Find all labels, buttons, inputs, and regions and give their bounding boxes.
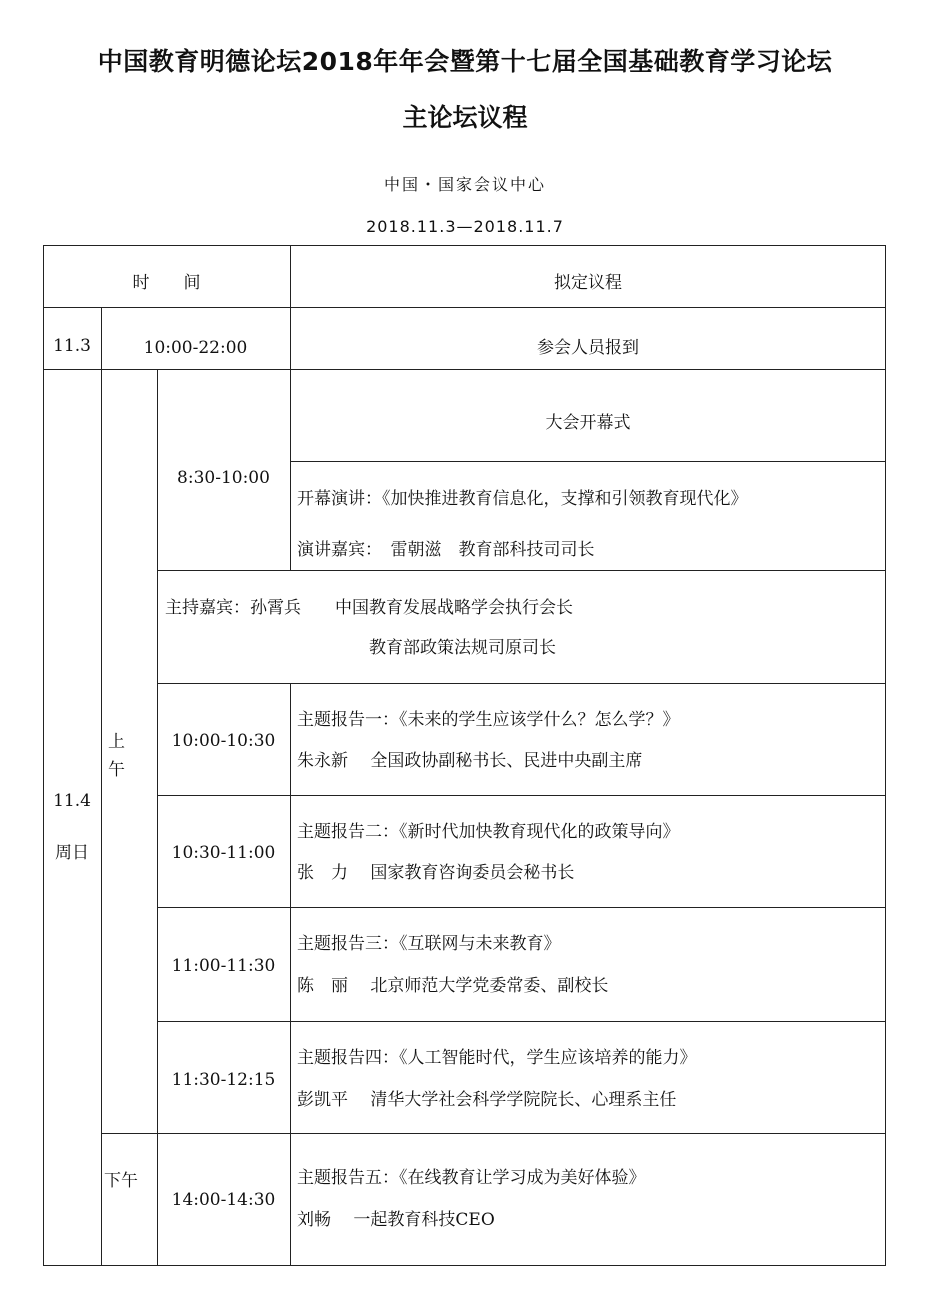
report-speaker: 彭凯平 清华大学社会科学学院院长、心理系主任	[297, 1090, 677, 1110]
date-range: 2018.11.3—2018.11.7	[366, 217, 564, 236]
row-divider	[101, 1133, 886, 1134]
header-time: 时 间	[132, 273, 201, 293]
report-speaker: 朱永新 全国政协副秘书长、民进中央副主席	[297, 751, 643, 771]
report-speaker: 刘畅 一起教育科技CEO	[297, 1210, 495, 1230]
col-divider	[290, 369, 291, 570]
opening-speaker: 演讲嘉宾： 雷朝滋 教育部科技司司长	[297, 540, 595, 560]
time-cell: 10:00-22:00	[143, 338, 248, 358]
document-subtitle: 主论坛议程	[402, 103, 528, 132]
row-divider	[43, 369, 886, 370]
row-divider	[157, 907, 886, 908]
report-title: 主题报告一：《未来的学生应该学什么？怎么学？》	[297, 710, 680, 730]
row-divider	[157, 570, 886, 571]
col-divider	[101, 369, 102, 1266]
opening-speech: 开幕演讲：《加快推进教育信息化，支撑和引领教育现代化》	[297, 489, 748, 509]
period-morning: 上午	[108, 732, 125, 780]
date-cell: 11.3	[53, 336, 91, 356]
opening-title: 大会开幕式	[545, 413, 631, 433]
table-border-left	[43, 245, 44, 1266]
report-title: 主题报告二：《新时代加快教育现代化的政策导向》	[297, 822, 680, 842]
col-divider	[290, 683, 291, 1266]
time-cell: 8:30-10:00	[177, 468, 270, 488]
venue-line: 中国・国家会议中心	[383, 175, 546, 194]
row-divider	[157, 1021, 886, 1022]
report-speaker: 陈 丽 北京师范大学党委常委、副校长	[297, 976, 609, 996]
col-divider	[157, 369, 158, 1266]
table-border-bottom	[43, 1265, 886, 1266]
host-line1: 主持嘉宾：孙霄兵 中国教育发展战略学会执行会长	[165, 598, 573, 618]
host-line2: 教育部政策法规司原司长	[369, 638, 556, 658]
report-title: 主题报告五：《在线教育让学习成为美好体验》	[297, 1168, 646, 1188]
time-cell: 10:00-10:30	[171, 731, 276, 751]
table-border-right	[885, 245, 886, 1266]
time-cell: 11:30-12:15	[171, 1070, 276, 1090]
report-speaker: 张 力 国家教育咨询委员会秘书长	[297, 863, 575, 883]
document-title: 中国教育明德论坛2018年年会暨第十七届全国基础教育学习论坛	[97, 47, 833, 76]
time-cell: 11:00-11:30	[171, 956, 276, 976]
report-title: 主题报告四：《人工智能时代，学生应该培养的能力》	[297, 1048, 697, 1068]
weekday-cell: 周日	[55, 843, 89, 863]
table-border-top	[43, 245, 886, 246]
agenda-cell: 参会人员报到	[537, 338, 639, 358]
time-cell: 14:00-14:30	[171, 1190, 276, 1210]
period-afternoon: 下午	[104, 1171, 138, 1191]
header-agenda: 拟定议程	[554, 273, 622, 293]
time-cell: 10:30-11:00	[171, 843, 276, 863]
row-divider	[157, 795, 886, 796]
row-divider	[157, 683, 886, 684]
date-cell: 11.4	[53, 791, 91, 811]
row-divider	[290, 461, 886, 462]
report-title: 主题报告三：《互联网与未来教育》	[297, 934, 561, 954]
row-divider	[43, 307, 886, 308]
